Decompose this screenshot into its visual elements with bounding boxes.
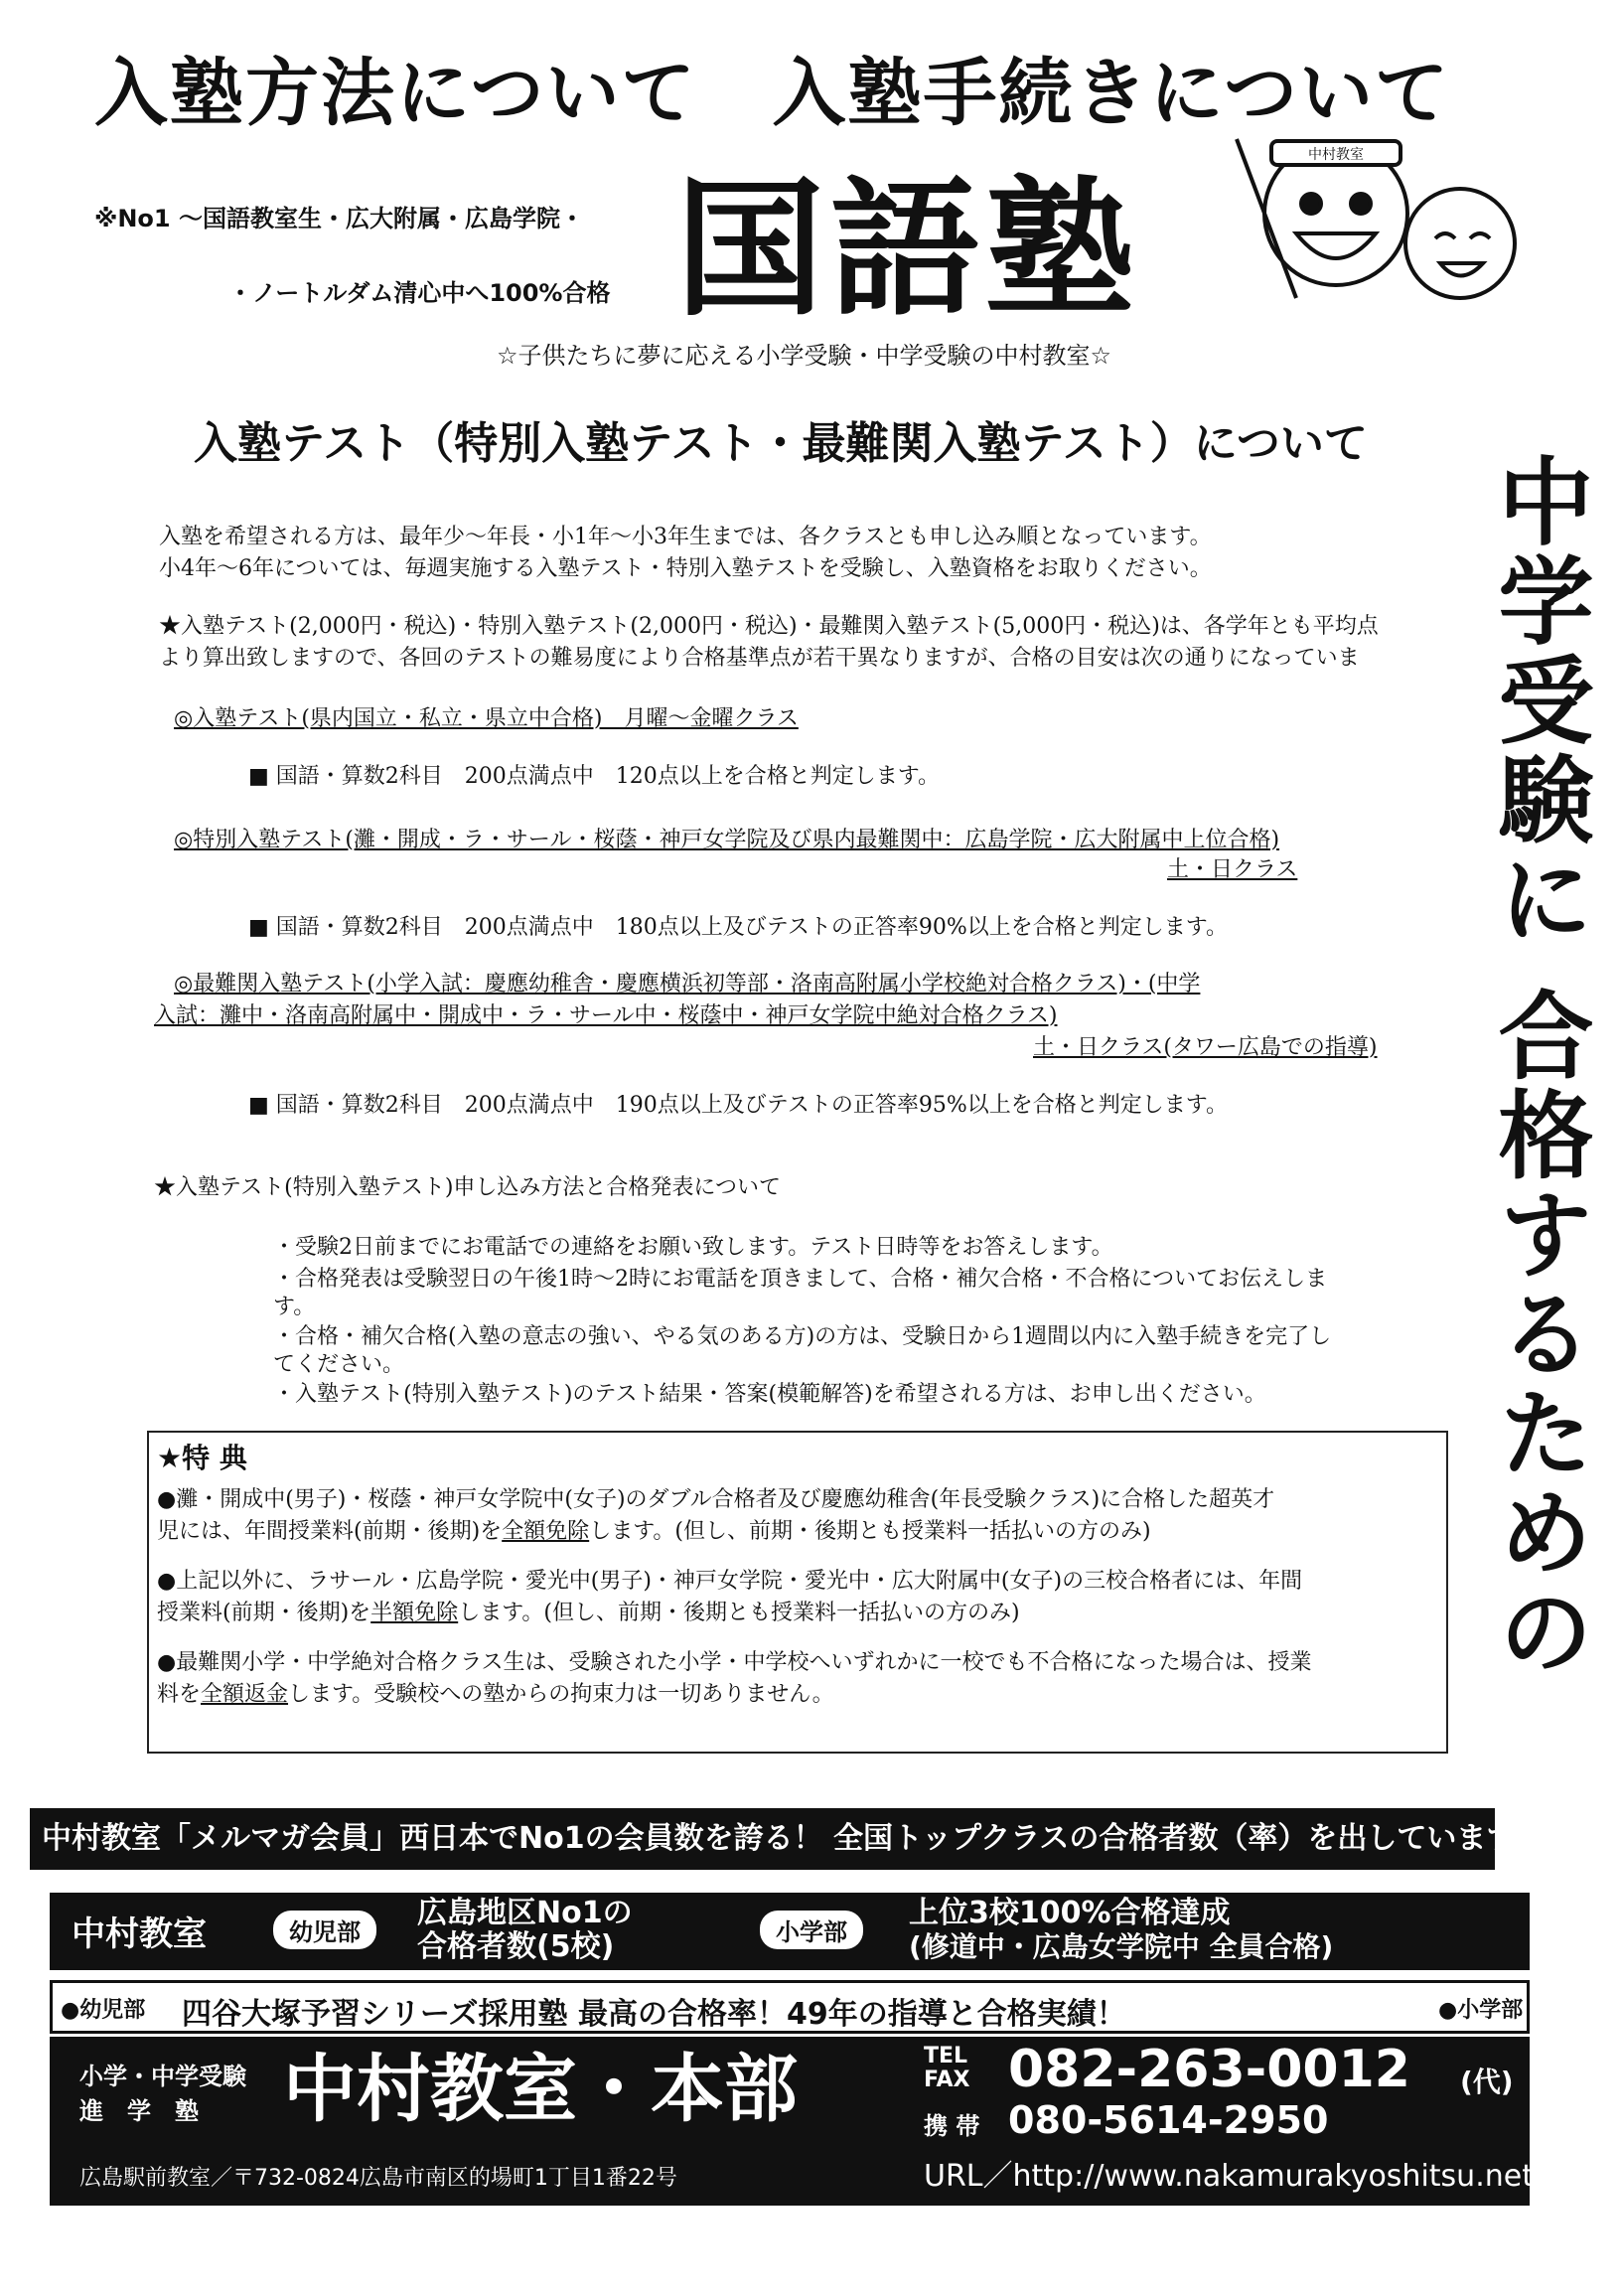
headquarters-name: 中村教室・本部: [283, 2047, 798, 2132]
perk-2-line-1: ●上記以外に、ラサール・広島学院・愛光中(男子)・神戸女学院・愛光中・広大附属中(女子)の三校合格者には、年間: [157, 1569, 1303, 1594]
tel-label: TEL: [924, 2044, 968, 2068]
test-2-class: 土・日クラス: [1167, 857, 1298, 882]
test-2-heading: ◎特別入塾テスト(灘・開成・ラ・サール・桜蔭・神戸女学院及び県内最難関中：広島学院・広大附属中上位合格): [174, 828, 1280, 852]
test-3-criteria: ■ 国語・算数2科目 200点満点中 190点以上及びテストの正答率95%以上を合格と判定します。: [248, 1093, 1229, 1118]
application-heading: ★入塾テスト(特別入塾テスト)申し込み方法と合格発表について: [154, 1175, 781, 1200]
perk-1-emphasis: 全額免除: [502, 1519, 590, 1544]
perk-1-line-1: ●灘・開成中(男子)・桜蔭・神戸女学院中(女子)のダブル合格者及び慶應幼稚舎(年長受験クラス)に合格した超英才: [157, 1487, 1275, 1512]
perk-3-line-2: 料を全額返金します。受験校への塾からの拘束力は一切ありません。: [157, 1682, 834, 1707]
yotsuya-banner: [50, 1980, 1530, 2034]
tel-number: 082-263-0012: [1008, 2040, 1410, 2099]
school-name: 中村教室: [72, 1914, 207, 1954]
section-title: 入塾テスト（特別入塾テスト・最難関入塾テスト）について: [194, 418, 1368, 469]
pricing-line-1: ★入塾テスト(2,000円・税込)・特別入塾テスト(2,000円・税込)・最難関入塾テスト(5,000円・税込)は、各学年とも平均点: [159, 614, 1379, 639]
mobile-number: 080-5614-2950: [1008, 2098, 1329, 2142]
yotsuya-text: 四谷大塚予習シリーズ採用塾 最高の合格率！49年の指導と合格実績！: [182, 1997, 1126, 2032]
website-url[interactable]: URL／http://www.nakamurakyoshitsu.net: [924, 2159, 1534, 2194]
perk-3-line-1: ●最難関小学・中学絶対合格クラス生は、受験された小学・中学校へいずれかに一校でも不合格になった場合は、授業: [157, 1650, 1312, 1675]
application-item-1: ・受験2日前までにお電話での連絡をお願い致します。テスト日時等をお答えします。: [273, 1235, 1113, 1260]
achievement-banner: [50, 1893, 1530, 1970]
perk-2-emphasis: 半額免除: [370, 1601, 459, 1625]
application-item-4: ・入塾テスト(特別入塾テスト)のテスト結果・答案(模範解答)を希望される方は、お申し出ください。: [273, 1382, 1266, 1407]
mascot-illustration: [1227, 119, 1525, 313]
perks-heading: ★特 典: [157, 1442, 247, 1474]
page-title: 入塾方法について 入塾手続きについて: [94, 51, 1451, 136]
vertical-slogan: 中学受験に 合格するための: [1483, 452, 1594, 1682]
tagline: ☆子供たちに夢に応える小学受験・中学受験の中村教室☆: [497, 342, 1112, 370]
perk-2-line-2: 授業料(前期・後期)を半額免除します。(但し、前期・後期とも授業料一括払いの方のみ): [157, 1601, 1020, 1625]
school-type-1: 小学・中学受験: [79, 2063, 246, 2090]
infant-achievement-2: 合格者数(5校): [417, 1929, 615, 1964]
application-item-2: ・合格発表は受験翌日の午後1時～2時にお電話を頂きまして、合格・補欠合格・不合格についてお伝えしま: [273, 1267, 1328, 1292]
headquarters-block: [50, 2037, 1534, 2206]
test-1-heading: ◎入塾テスト(県内国立・私立・県立中合格) 月曜～金曜クラス: [174, 706, 799, 731]
mobile-label: 携 帯: [924, 2112, 980, 2140]
intro-line-1: 入塾を希望される方は、最年少～年長・小1年～小3年生までは、各クラスとも申し込み順となっています。: [159, 525, 1212, 549]
application-item-2b: す。: [273, 1295, 316, 1319]
newsletter-banner: 中村教室「メルマガ会員」西日本でNo1の会員数を誇る！ 全国トップクラスの合格者数（率）を出しています。: [30, 1808, 1495, 1870]
perks-box: [147, 1431, 1448, 1754]
elementary-achievement-2: (修道中・広島女学院中 全員合格): [909, 1930, 1334, 1963]
perk-1-line-2: 児には、年間授業料(前期・後期)を全額免除します。(但し、前期・後期とも授業料一括払いの方のみ): [157, 1519, 1151, 1544]
achievement-line-1: ※No1 ～国語教室生・広大附属・広島学院・: [94, 205, 584, 232]
infant-achievement-1: 広島地区No1の: [417, 1896, 633, 1930]
perk-3-emphasis: 全額返金: [201, 1682, 289, 1707]
fax-label: FAX: [924, 2067, 970, 2092]
address: 広島駅前教室／〒732-0824広島市南区的場町1丁目1番22号: [79, 2166, 677, 2191]
mascot-face-small: [1405, 189, 1515, 298]
brand-logo-text: 国語塾: [675, 162, 1141, 337]
test-1-criteria: ■ 国語・算数2科目 200点満点中 120点以上を合格と判定します。: [248, 764, 941, 789]
school-type-2: 進 学 塾: [79, 2097, 199, 2125]
application-item-3b: てください。: [273, 1352, 405, 1377]
pricing-line-2: より算出致しますので、各回のテストの難易度により合格基準点が若干異なりますが、合格の目安は次の通りになっていま: [159, 646, 1360, 671]
test-3-class: 土・日クラス(タワー広島での指導): [1033, 1035, 1378, 1060]
test-2-criteria: ■ 国語・算数2科目 200点満点中 180点以上及びテストの正答率90%以上を合格と判定します。: [248, 915, 1229, 940]
application-item-3: ・合格・補欠合格(入塾の意志の強い、やる気のある方)の方は、受験日から1週間以内に入塾手続きを完了し: [273, 1324, 1332, 1349]
mascot-headband-text: 中村教室: [1308, 147, 1364, 163]
test-3-heading-2: 入試：灘中・洛南高附属中・開成中・ラ・サール中・桜蔭中・神戸女学院中絶対合格クラス): [154, 1003, 1058, 1028]
infant-dept-pill: 幼児部: [273, 1911, 376, 1949]
tel-suffix: (代): [1460, 2066, 1514, 2098]
achievement-line-2: ・ノートルダム清心中へ100%合格: [228, 279, 611, 307]
elementary-dept-label: ●小学部: [1438, 1998, 1524, 2023]
elementary-dept-pill: 小学部: [760, 1911, 863, 1949]
elementary-achievement-1: 上位3校100%合格達成: [909, 1896, 1231, 1930]
infant-dept-label: ●幼児部: [61, 1998, 146, 2023]
test-3-heading-1: ◎最難関入塾テスト(小学入試：慶應幼稚舎・慶應横浜初等部・洛南高附属小学校絶対合格クラス)・(中学: [174, 972, 1201, 996]
intro-line-2: 小4年～6年については、毎週実施する入塾テスト・特別入塾テストを受験し、入塾資格をお取りください。: [159, 556, 1212, 581]
